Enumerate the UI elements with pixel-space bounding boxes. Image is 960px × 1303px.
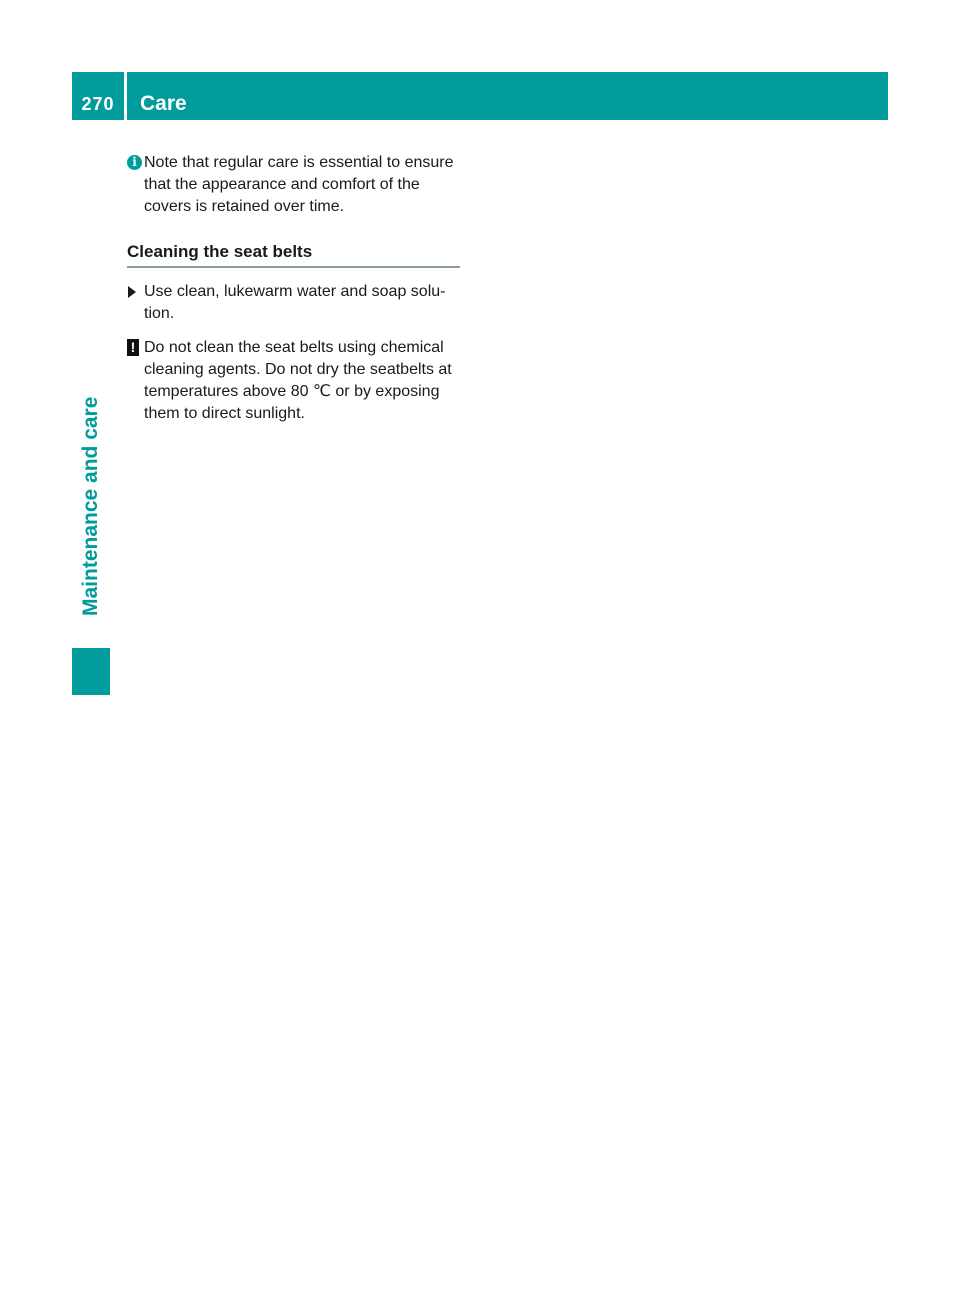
section-title: Care [140, 92, 187, 115]
chapter-side-label [72, 120, 110, 648]
note-text: Note that regular care is essential to ensure that the appearance and comfort of the covers is retained over time. [144, 154, 454, 215]
info-icon: i [127, 155, 142, 170]
warning-text: Do not clean the seat belts using chemical cleaning agents. Do not dry the seatbelts at temperatures above 80 ℃ or by exposing them to direct sunlight. [144, 339, 452, 422]
chapter-label-text: Maintenance and care [79, 396, 102, 616]
instruction-text: Use clean, lukewarm water and soap solu-tion. [144, 283, 446, 322]
instruction-paragraph [127, 281, 460, 325]
section-heading: Cleaning the seat belts [127, 240, 460, 268]
page-number: 270 [81, 94, 115, 114]
header-bar [72, 72, 888, 120]
exclamation-icon: ! [127, 339, 139, 356]
chapter-side-block [72, 648, 110, 695]
header-divider [124, 72, 127, 120]
warning-paragraph [127, 337, 460, 425]
arrow-right-icon [128, 286, 136, 298]
note-paragraph [127, 152, 460, 218]
content-column [127, 152, 460, 425]
